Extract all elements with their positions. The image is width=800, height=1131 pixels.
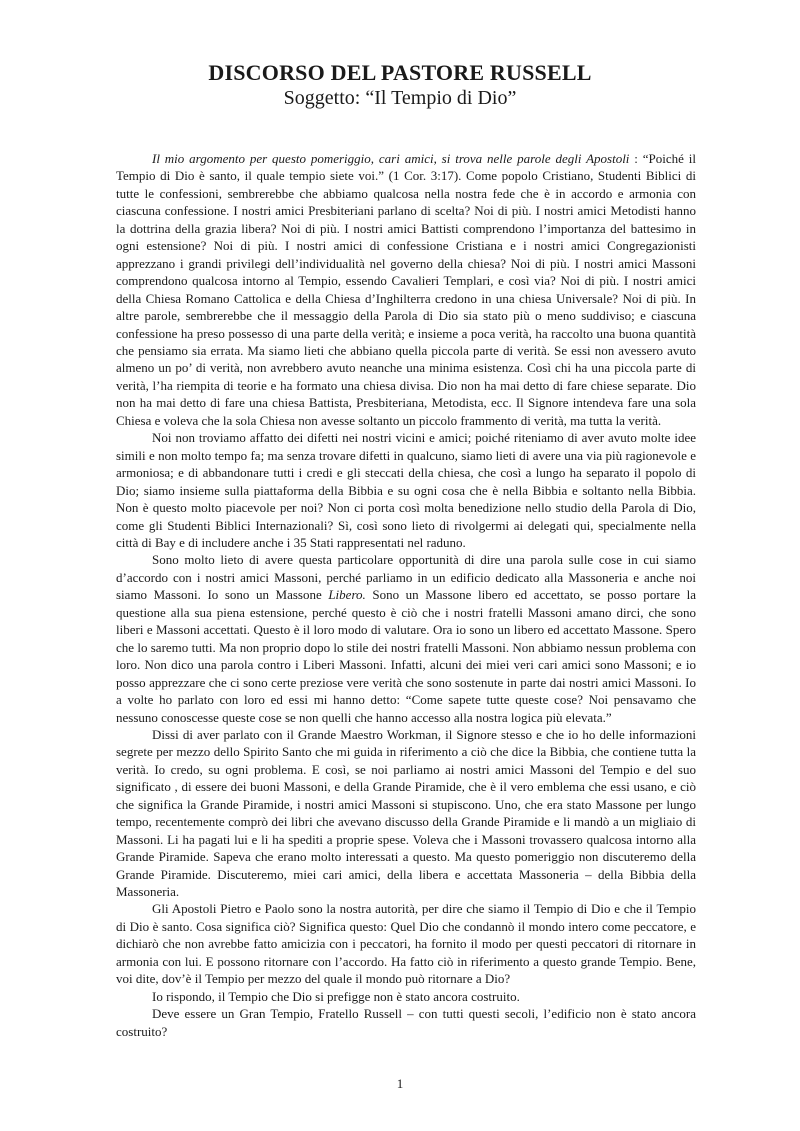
paragraph (116, 1005, 696, 1040)
paragraph-text: Dissi di aver parlato con il Grande Maestro Workman, il Signore stesso e che io ho delle informazioni segrete per mezzo dello Spirito Santo che mi guida in riferimento a ciò che dice la Bibbia, che contiene tutta la verità. Io credo, su ogni problema. E così, se noi parliamo ai nostri amici Massoni del Tempio e del suo significato , di essere dei buoni Massoni, e della Grande Piramide, che è il vero emblema che essi usano, e ciò che significa la Grande Piramide, i nostri amici Massoni si stupiscono. Uno, che era stato Massone per lungo tempo, recentemente comprò dei libri che avevano discusso della Grande Piramide e li mandò a un migliaio di Massoni. Li ha pagati lui e li ha spediti a proprie spese. Voleva che i Massoni trovassero qualcosa intorno alla Grande Piramide. Sapeva che erano molto interessati a questo. Ma questo pomeriggio non discuteremo della Grande Piramide. Discuteremo, miei cari amici, della libera e accettata Massoneria – della Bibbia della Massoneria. (116, 726, 696, 900)
document-subtitle: Soggetto: “Il Tempio di Dio” (283, 87, 517, 109)
paragraph-text: : “Poiché il Tempio di Dio è santo, il quale tempio siete voi.” (1 Cor. 3:17). Come popolo Cristiano, Studenti Biblici di tutte le confessioni, sembrerebbe che abbiamo qualcosa nella nostra fede che è in accordo e armonia con ciascuna confessione. I nostri amici Presbiteriani parlano di scelta? Noi di più. I nostri amici Metodisti hanno la dottrina della grazia libera? Noi di più. I nostri amici Battisti comprendono l’importanza del battesimo in ogni estensione? Noi di più. I nostri amici di confessione Cristiana e i nostri amici Congregazionisti apprezzano i grandi privilegi dell’individualità nel governo della chiesa? Noi di più. I nostri amici Massoni comprendono qualcosa intorno al Tempio, essendo Cavalieri Templari, e così via? Noi di più. I nostri amici della Chiesa Romano Cattolica e della Chiesa d’Inghilterra credono in una chiesa Universale? Noi di più. In altre parole, sembrerebbe che il messaggio della Parola di Dio sia stato più o meno suddiviso; e ciascuna confessione ha preso possesso di una parte della verità; e insieme a poca verità, ha raccolto una buona quantità che pensiamo sia errata. Ma siamo lieti che abbiano quella piccola parte di verità. Se essi non avessero avuto almeno un po’ di verità, non avrebbero avuto neanche una minima esistenza. Così chi ha una piccola parte di verità, l’ha riempita di teorie e ha formato una chiesa divisa. Dio non ha mai detto di fare chiese separate. Dio non ha mai detto di fare una chiesa Battista, Presbiteriana, Metodista, ecc. Il Signore intendeva fare una sola Chiesa e voleva che la sola Chiesa non avesse soltanto un piccolo frammento di verità, ma tutta la verità. (116, 151, 696, 428)
paragraph-text: Sono molto lieto di avere questa particolare opportunità di dire una parola sulle cose in cui siamo d’accordo con i nostri amici Massoni, perché parliamo in un edificio dedicato alla Massoneria e anche noi siamo Massoni. Io sono un Massone (116, 552, 696, 603)
paragraph-text: Deve essere un Gran Tempio, Fratello Russell – con tutti questi secoli, l’edificio non è stato ancora costruito? (116, 1006, 696, 1039)
document-title: DISCORSO DEL PASTORE RUSSELL (208, 60, 592, 85)
page-number: 1 (396, 1076, 404, 1091)
document-body (116, 150, 696, 1040)
paragraph (116, 551, 696, 726)
document-header (0, 60, 800, 110)
paragraph-text: Sono un Massone libero ed accettato, se posso portare la questione alla sua piena estensione, perché questo è ciò che i nostri fratelli Massoni amano dirci, che sono liberi e Massoni accettati. Questo è il loro modo di valutare. Ora io sono un libero ed accettato Massone. Spero che lo saremo tutti. Ma non proprio dopo lo stile dei nostri fratelli Massoni. Non abbiamo nessun problema con loro. Non dico una parola contro i Liberi Massoni. Infatti, alcuni dei miei veri cari amici sono Massoni; e io posso apprezzare che ci sono certe preziose vere verità che sono sostenute in parte dai nostri amici Massoni. Io a volte ho parlato con loro ed essi mi hanno detto: “Come sapete tutte queste cose? Noi pensavamo che nessuno conoscesse queste cose se non quelli che hanno accesso alla nostra logica più elevata.” (116, 587, 696, 725)
paragraph (116, 726, 696, 901)
paragraph (116, 900, 696, 987)
paragraph (116, 988, 696, 1005)
paragraph (116, 429, 696, 551)
paragraph-italic-word: Libero. (328, 587, 366, 603)
paragraph-text: Gli Apostoli Pietro e Paolo sono la nostra autorità, per dire che siamo il Tempio di Dio e che il Tempio di Dio è santo. Cosa significa ciò? Significa questo: Quel Dio che condannò il mondo intero come peccatore, e dichiarò che non avrebbe fatto amicizia con i peccatori, ha fornito il modo per questi peccatori di ritornare in armonia con lui. E possono ritornare con l’accordo. Ha fatto ciò in riferimento a questo grande Tempio. Bene, voi dite, dov’è il Tempio per mezzo del quale il mondo può ritornare a Dio? (116, 901, 696, 987)
paragraph-text: Noi non troviamo affatto dei difetti nei nostri vicini e amici; poiché riteniamo di aver avuto molte idee simili e non molto tempo fa; ma senza trovare difetti in qualcuno, siamo lieti di avere una via più ragionevole e armoniosa; e di abbandonare tutti i credi e gli steccati della chiesa, che così a lungo ha separato il popolo di Dio; siamo insieme sulla piattaforma della Bibbia e su ogni cosa che è nella Bibbia e soltanto nella Bibbia. Non è questo molto piacevole per noi? Non ci porta così molta benedizione nello studio della Parola di Dio, come gli Studenti Biblici Internazionali? Sì, così sono lieto di rivolgermi ai delegati qui, specialmente nella città di Bay e di includere anche i 35 Stati rappresentati nel raduno. (116, 430, 696, 550)
paragraph-text: Io rispondo, il Tempio che Dio si prefigge non è stato ancora costruito. (152, 988, 520, 1004)
paragraph-intro-italic: Il mio argomento per questo pomeriggio, cari amici, si trova nelle parole degli Apostoli (152, 151, 630, 166)
paragraph (116, 150, 696, 429)
